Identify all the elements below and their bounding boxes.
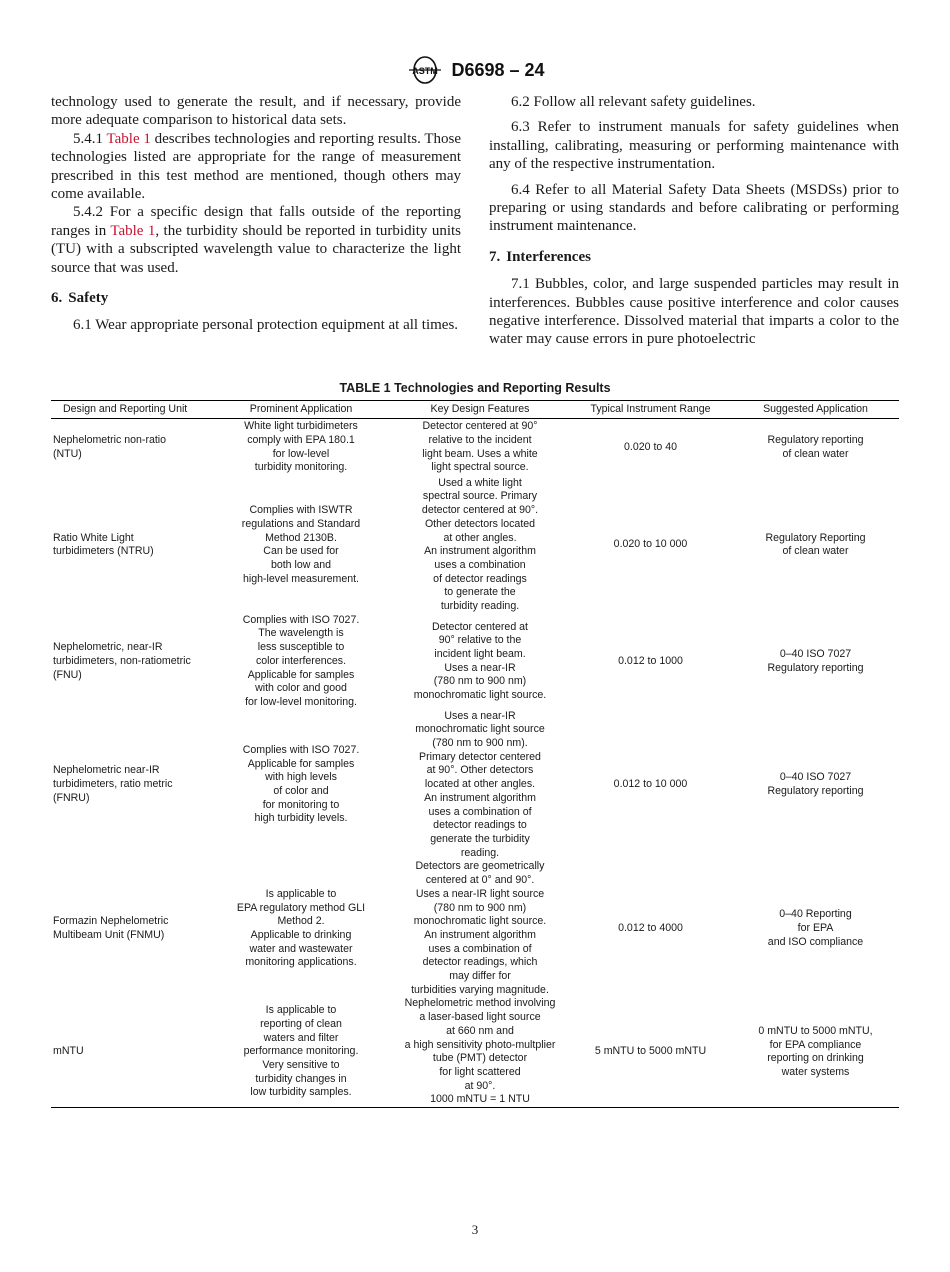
cell-range: 0.020 to 40 xyxy=(623,440,677,453)
cell-features: Detector centered at 90° relative to the incident light beam. Uses a white light spectral source. xyxy=(422,420,538,474)
paragraph-6-2: 6.2 Follow all relevant safety guidelines. xyxy=(511,94,756,110)
astm-logo-icon xyxy=(405,55,445,85)
column-header-application: Prominent Application xyxy=(211,401,391,419)
cell-range: 0.012 to 10 000 xyxy=(613,778,688,791)
table-row xyxy=(51,997,899,1107)
table-row xyxy=(51,614,899,710)
paragraph-5-4-continued: technology used to generate the result, and if necessary, provide more adequate comparison to historical data sets. xyxy=(51,94,461,129)
section-7-heading: 7. Interferences xyxy=(489,248,591,265)
cell-features: Detector centered at 90° relative to the incident light beam. Uses a near-IR (780 nm to 900 nm) monochromatic light source. xyxy=(413,620,547,702)
cell-range: 0.020 to 10 000 xyxy=(613,538,688,551)
cell-suggested: 0–40 Reporting for EPA and ISO compliance xyxy=(767,908,864,948)
column-header-range: Typical Instrument Range xyxy=(569,401,732,419)
cell-unit: Nephelometric non-ratio (NTU) xyxy=(53,434,167,460)
cell-suggested: Regulatory Reporting of clean water xyxy=(765,531,866,558)
cell-features: Uses a near-IR monochromatic light source (780 nm to 900 nm). Primary detector centered at 90°. Other detectors located at other angles. An instrument algorithm uses a combination of detector readings to generate the turbidity reading. xyxy=(415,709,545,859)
cell-unit: Nephelometric near-IR turbidimeters, ratio metric (FNRU) xyxy=(53,764,173,804)
table-row xyxy=(51,710,899,861)
column-header-features: Key Design Features xyxy=(391,401,569,419)
cell-suggested: 0 mNTU to 5000 mNTU, for EPA compliance reporting on drinking water systems xyxy=(732,997,899,1107)
paragraph-6-1: 6.1 Wear appropriate personal protection equipment at all times. xyxy=(73,317,459,334)
cell-range: 0.012 to 4000 xyxy=(618,922,683,935)
cell-range: 5 mNTU to 5000 mNTU xyxy=(569,997,732,1107)
table-1-link[interactable]: Table 1 xyxy=(110,222,156,239)
left-column xyxy=(51,93,461,342)
cell-application: White light turbidimeters comply with EPA 180.1 for low-level turbidity monitoring. xyxy=(244,420,358,474)
page-number: 3 xyxy=(471,1222,479,1237)
table-header-row xyxy=(51,401,899,419)
cell-unit: Ratio White Light turbidimeters (NTRU) xyxy=(53,531,154,558)
cell-suggested: 0–40 ISO 7027 Regulatory reporting xyxy=(767,771,864,798)
cell-unit: Formazin Nephelometric Multibeam Unit (FNMU) xyxy=(53,915,169,941)
table-1-link[interactable]: Table 1 xyxy=(106,130,151,147)
table-row xyxy=(51,860,899,997)
cell-unit: mNTU xyxy=(51,997,211,1107)
document-id: D6698 – 24 xyxy=(451,59,545,80)
paragraph-7-1: 7.1 Bubbles, color, and large suspended particles may result in interferences. Bubbles cause positive interference and color causes negative interference. Dissolved material that imparts a color to the water may cause errors in pure photoelectric xyxy=(489,276,899,348)
cell-unit: Nephelometric, near-IR turbidimeters, non-ratiometric (FNU) xyxy=(53,641,191,681)
column-header-suggested: Suggested Application xyxy=(732,401,899,419)
cell-application: Is applicable to EPA regulatory method GLI Method 2. Applicable to drinking water and wastewater monitoring applications. xyxy=(236,887,366,969)
section-6-heading: 6. Safety xyxy=(51,290,109,307)
cell-application: Is applicable to reporting of clean waters and filter performance monitoring. Very sensitive to turbidity changes in low turbidity samples. xyxy=(211,997,391,1107)
cell-application: Complies with ISO 7027. Applicable for samples with high levels of color and for monitoring to high turbidity levels. xyxy=(242,743,360,825)
cell-features: Detectors are geometrically centered at 0° and 90°. Uses a near-IR light source (780 nm to 900 nm) monochromatic light source. An instrument algorithm uses a combination of detector readings, which may differ for turbidities varying magnitude. xyxy=(411,860,549,996)
technologies-table xyxy=(51,400,899,1108)
paragraph-6-4: 6.4 Refer to all Material Safety Data Sheets (MSDSs) prior to preparing or using standards and before calibrating or performing instrument maintenance. xyxy=(489,181,899,235)
cell-features: Nephelometric method involving a laser-based light source at 660 nm and a high sensitivity photo-multplier tube (PMT) detector for light scattered at 90°. 1000 mNTU = 1 NTU xyxy=(391,997,569,1107)
cell-suggested: 0–40 ISO 7027 Regulatory reporting xyxy=(767,647,864,674)
cell-application: Complies with ISO 7027. The wavelength is less susceptible to color interferences. Applicable for samples with color and good for low-level monitoring. xyxy=(242,613,360,708)
cell-features: Used a white light spectral source. Primary detector centered at 90°. Other detectors located at other angles. An instrument algorithm uses a combination of detector readings to generate the turbidity reading. xyxy=(421,476,539,613)
table-row xyxy=(51,477,899,614)
cell-suggested: Regulatory reporting of clean water xyxy=(767,434,864,460)
cell-range: 0.012 to 1000 xyxy=(618,654,683,667)
paragraph-5-4-2: 5.4.2 For a specific design that falls outside of the reporting ranges in Table 1, the turbidity should be reported in turbidity units (TU) with a subscripted wavelength value to characterize the light source that was used. xyxy=(51,204,461,276)
paragraph-5-4-1: 5.4.1 Table 1 describes technologies and reporting results. Those technologies listed are appropriate for the range of measurement prescribed in this test method are mentioned, though others may come available. xyxy=(51,130,461,203)
column-header-unit: Design and Reporting Unit xyxy=(51,401,211,419)
cell-application: Complies with ISWTR regulations and Standard Method 2130B. Can be used for both low and high-level measurement. xyxy=(241,504,361,585)
page-header xyxy=(0,55,950,90)
right-column xyxy=(489,93,899,356)
table-title: TABLE 1 Technologies and Reporting Results xyxy=(339,381,611,395)
paragraph-6-3: 6.3 Refer to instrument manuals for safety guidelines when installing, calibrating, measuring or performing maintenance with any of the respective instrumentation. xyxy=(489,119,899,173)
logo-text: ASTM xyxy=(412,66,439,76)
table-row xyxy=(51,418,899,477)
